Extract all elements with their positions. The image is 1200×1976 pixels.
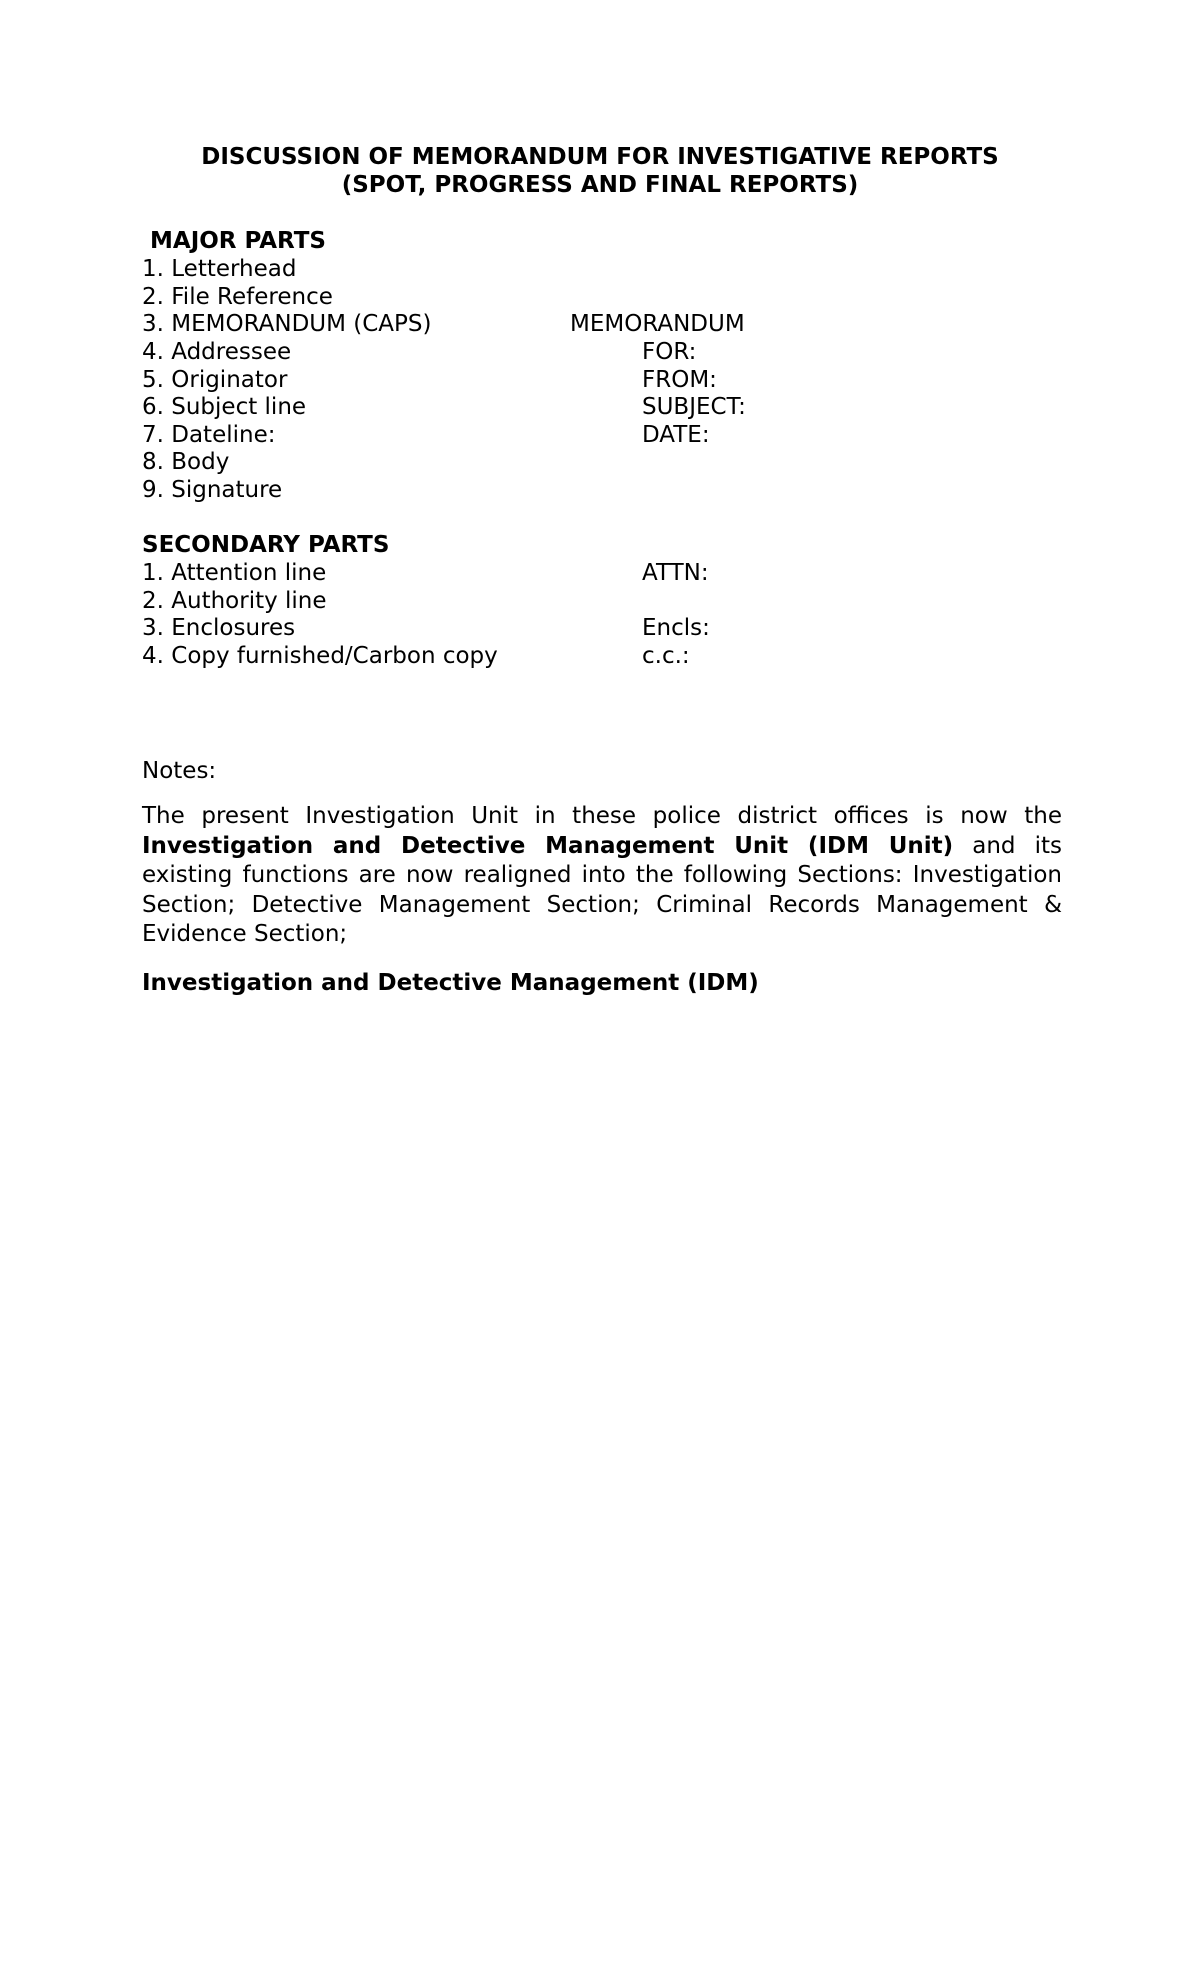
major-part-format: MEMORANDUM <box>570 311 745 337</box>
major-part-label: 7. Dateline: <box>142 422 276 448</box>
document-title: DISCUSSION OF MEMORANDUM FOR INVESTIGATIVE REPORTS <box>201 144 999 170</box>
major-part-label: 1. Letterhead <box>142 256 297 282</box>
secondary-part-row <box>142 642 1042 670</box>
secondary-part-label: 4. Copy furnished/Carbon copy <box>142 643 498 669</box>
major-part-row <box>142 476 1042 504</box>
major-part-row <box>142 310 1042 338</box>
secondary-parts-heading: SECONDARY PARTS <box>142 532 390 558</box>
major-part-format: FOR: <box>642 339 697 365</box>
major-parts-heading: MAJOR PARTS <box>150 228 326 254</box>
major-part-label: 3. MEMORANDUM (CAPS) <box>142 311 432 337</box>
major-part-label: 9. Signature <box>142 477 283 503</box>
notes-paragraph <box>142 802 1062 950</box>
major-part-row <box>142 283 1042 311</box>
notes-label: Notes: <box>142 758 217 784</box>
secondary-part-format: c.c.: <box>642 643 690 669</box>
major-part-format: FROM: <box>642 367 717 393</box>
document-subtitle: (SPOT, PROGRESS AND FINAL REPORTS) <box>341 172 859 198</box>
secondary-part-label: 2. Authority line <box>142 588 327 614</box>
major-part-row <box>142 366 1042 394</box>
major-part-label: 4. Addressee <box>142 339 292 365</box>
major-part-label: 8. Body <box>142 449 230 475</box>
major-part-row <box>142 448 1042 476</box>
major-part-label: 5. Originator <box>142 367 288 393</box>
major-part-row <box>142 421 1042 449</box>
major-part-row <box>142 255 1042 283</box>
secondary-part-row <box>142 559 1042 587</box>
secondary-part-label: 1. Attention line <box>142 560 327 586</box>
secondary-part-row <box>142 614 1042 642</box>
notes-unit-name: Investigation and Detective Management Unit (IDM Unit) <box>142 832 954 859</box>
major-part-row <box>142 393 1042 421</box>
secondary-part-row <box>142 587 1042 615</box>
major-part-format: DATE: <box>642 422 710 448</box>
major-part-label: 6. Subject line <box>142 394 307 420</box>
secondary-part-format: ATTN: <box>642 560 709 586</box>
secondary-part-label: 3. Enclosures <box>142 615 296 641</box>
major-part-row <box>142 338 1042 366</box>
notes-text-part1: The present Investigation Unit in these police district offices is now the <box>142 803 1062 829</box>
notes-text-part2: and its existing functions are now realigned into the following Sections: Investigation Section; Detective Management Section; Criminal Records Management & Evidence Section; <box>142 832 1062 947</box>
idm-heading: Investigation and Detective Management (IDM) <box>142 970 759 996</box>
secondary-part-format: Encls: <box>642 615 710 641</box>
major-part-label: 2. File Reference <box>142 284 333 310</box>
major-part-format: SUBJECT: <box>642 394 746 420</box>
